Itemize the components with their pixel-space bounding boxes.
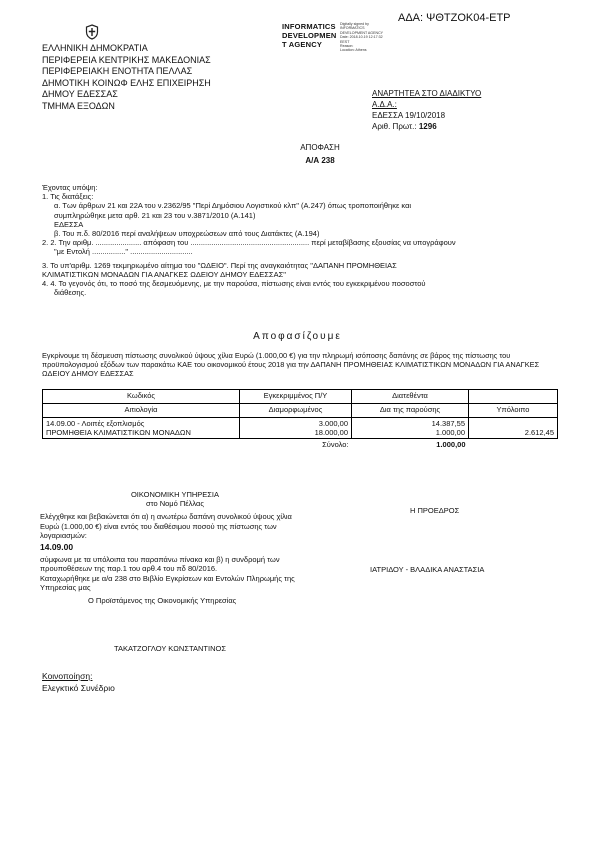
stamp-detail: Digitally signed by [340, 22, 369, 26]
stamp-detail: Location: Athens [340, 48, 367, 53]
consideration-subitem: συμπληρώθηκε μετα αρθ. 21 και 23 του ν.3871/2010 (Α.141) [54, 210, 256, 220]
financial-head-name: ΤΑΚΑΤΖΟΓΛΟΥ ΚΩΝΣΤΑΝΤΙΝΟΣ [114, 644, 226, 653]
decision-title: ΑΠΟΦΑΣΗ [300, 143, 340, 152]
financial-paragraph: Ελέγχθηκε και βεβαιώνεται ότι α) η ανωτέρω δαπάνη συνολικού ύψους χίλια Ευρώ (1.000,00 €) είναι εντός του διαθέσιμου ποσού της πίστωσης των λογαριασμών: [40, 512, 292, 540]
decision-number: Α/Α 238 [305, 156, 335, 165]
table-header: Διατεθέντα [352, 390, 469, 404]
financial-title: ΟΙΚΟΝΟΜΙΚΗ ΥΠΗΡΕΣΙΑ [130, 490, 220, 499]
table-sum-row [43, 439, 558, 453]
table-header-row [43, 390, 558, 404]
stamp-line: DEVELOPMEN [282, 31, 337, 40]
table-cell-budget [240, 418, 352, 439]
table-header: Κωδικός [43, 390, 240, 404]
table-header: Διαμορφωμένος [240, 404, 352, 418]
notification-block [42, 670, 115, 694]
org-line: ΠΕΡΙΦΕΡΕΙΑΚΗ ΕΝΟΤΗΤΑ ΠΕΛΛΑΣ [42, 66, 193, 76]
stamp-detail: EEST [340, 39, 350, 44]
table-row [43, 418, 558, 439]
sum-value: 1.000,00 [436, 440, 466, 449]
digital-signature-stamp [282, 22, 337, 49]
budget-table [42, 389, 558, 452]
stamp-line: T AGENCY [282, 40, 323, 49]
posting-title: ΑΝΑΡΤΗΤΕΑ ΣΤΟ ΔΙΑΔΙΚΤΥΟ [372, 89, 482, 98]
stamp-detail: INFORMATICS [340, 26, 365, 31]
consideration-item: 3. Το υπ'αριθμ. 1269 τεκμηριωμένο αίτημα του "ΩΔΕΙΟ". Περί της αναγκαιότητας "ΔΑΠΑΝΗ ΠΡΟΜΗΘΕΙΑΣ [42, 260, 397, 270]
org-line: ΔΗΜΟΤΙΚΗ ΚΟΙΝΩΦ ΕΛΗΣ ΕΠΙΧΕΙΡΗΣΗ [42, 77, 211, 88]
account-description: ΠΡΟΜΗΘΕΙΑ ΚΛΙΜΑΤΙΣΤΙΚΩΝ ΜΟΝΑΔΩΝ [46, 428, 191, 437]
organization-block [42, 43, 211, 112]
digital-signature-details [340, 22, 383, 53]
notification-recipient: Ελεγκτικό Συνέδριο [42, 683, 115, 693]
account-code: 14.09.00 - Λοιπές εξοπλισμός [46, 419, 145, 428]
formed-amount: 18.000,00 [314, 428, 348, 437]
allocated-amount: 14.387,55 [431, 419, 465, 428]
protocol-number: Αριθ. Πρωτ.: 1296 [372, 122, 437, 131]
consideration-subitem: ΚΛΙΜΑΤΙΣΤΙΚΩΝ ΜΟΝΑΔΩΝ ΓΙΑ ΑΝΑΓΚΕΣ ΩΔΕΙΟΥ ΔΗΜΟΥ ΕΔΕΣΣΑΣ" [42, 269, 286, 279]
stamp-detail: DEVELOPMENT AGENCY [340, 30, 384, 35]
consideration-subitem: α. Των άρθρων 21 και 22Α του ν.2362/95 "Περί Δημόσιου Λογιστικού κλπ" (Α.247) όπως τροποποιήθηκε και [54, 201, 412, 211]
ada-code: ΑΔΑ: ΨΘΤΖΟΚ04-ΕΤΡ [398, 12, 511, 24]
consideration-subitem: διάθεσης. [54, 288, 87, 298]
consideration-subitem: β. Του π.δ. 80/2016 περί αναλήψεων υποχρεώσεων από τους Διατάκτες (Α.194) [54, 229, 320, 239]
financial-paragraph: Καταχωρήθηκε με α/α 238 στο Βιβλίο Εγκρίσεων και Εντολών Πληρωμής της Υπηρεσίας μας [40, 573, 295, 592]
table-header: Εγκεκριμμένος Π/Υ [240, 390, 352, 404]
greek-emblem-icon [85, 24, 99, 40]
table-header: Αιτιολογία [43, 404, 240, 418]
approved-amount: 3.000,00 [318, 419, 348, 428]
president-name: ΙΑΤΡΙΔΟΥ - ΒΛΑΔΙΚΑ ΑΝΑΣΤΑΣΙΑ [370, 565, 485, 574]
decision-heading: Αποφασίζουμε [253, 331, 342, 342]
sum-label: Σύνολο: [322, 440, 349, 449]
considerations [42, 183, 456, 297]
consideration-subitem: ΕΔΕΣΣΑ [54, 219, 84, 229]
considerations-intro: Έχοντας υπόψη: [42, 183, 98, 192]
notification-title: Κοινοποίηση: [42, 671, 93, 681]
approval-text: Εγκρίνουμε τη δέσμευση πίστωσης συνολικού ύψους χίλια Ευρώ (1.000,00 €) για την πληρωμή ισόποσης δαπάνης σε βάρος της πίστωσης του προϋπολογισμού εξόδων των παρακάτω ΚΑΕ του οικονομικού έτους 2018 για την ΔΑΠΑΝΗ ΠΡΟΜΗΘΕΙΑΣ ΚΛΙΜΑΤΙΣΤΙΚΩΝ ΜΟΝΑΔΩΝ ΓΙΑ ΑΝΑΓΚΕΣ ΩΔΕΙΟΥ ΔΗΜΟΥ ΕΔΕΣΣΑΣ [42, 351, 540, 379]
financial-paragraph: σύμφωνα με τα υπόλοιπα του παραπάνω πίνακα και β) η συνδρομή των προυποθέσεων της παρ.1 του αρθ.4 του πδ 80/2016. [40, 555, 280, 574]
stamp-line: INFORMATICS [282, 22, 336, 31]
table-cell-allocated [352, 418, 469, 439]
financial-account-code: 14.09.00 [40, 542, 74, 553]
consideration-item: 4. 4. Το γεγονός ότι, το ποσό της δεσμευόμενης, με την παρούσα, πίστωσης είναι εντός του εγκεκριμένου ποσοστού [42, 279, 426, 289]
ada-label: Α.Δ.Α.: [372, 100, 397, 109]
table-cell-account [43, 418, 240, 439]
place-date: ΕΔΕΣΣΑ 19/10/2018 [372, 111, 446, 120]
president-title: Η ΠΡΟΕΔΡΟΣ [410, 506, 460, 515]
current-amount: 1.000,00 [435, 428, 465, 437]
financial-head: Ο Προϊστάμενος της Οικονομικής Υπηρεσίας [88, 596, 237, 606]
consideration-item: 2. 2. Την αριθμ. ...................... απόφαση του ......................................................... περί μεταβίβασης εξουσίας να υπογράφουν [42, 238, 456, 248]
consideration-item: 1. Τις διατάξεις: [42, 192, 94, 202]
financial-subtitle: στο Νομό Πέλλας [145, 499, 204, 509]
org-line: ΤΜΗΜΑ ΕΞΟΔΩΝ [42, 100, 115, 111]
consideration-subitem: "με Εντολή ................" .............................. [54, 247, 193, 257]
posting-info [372, 88, 481, 132]
org-line: ΔΗΜΟΥ ΕΔΕΣΣΑΣ [42, 89, 118, 99]
table-header-row [43, 404, 558, 418]
stamp-detail: Date: 2018.10.19 12:17:32 [340, 35, 383, 40]
table-header [469, 390, 558, 404]
table-header: Υπόλοιπο [469, 404, 558, 418]
financial-service-block [40, 490, 310, 605]
org-line: ΠΕΡΙΦΕΡΕΙΑ ΚΕΝΤΡΙΚΗΣ ΜΑΚΕΔΟΝΙΑΣ [42, 54, 211, 65]
table-header: Δια της παρούσης [352, 404, 469, 418]
table-cell-remaining: 2.612,45 [469, 418, 558, 439]
org-line: ΕΛΛΗΝΙΚΗ ΔΗΜΟΚΡΑΤΙΑ [42, 43, 148, 53]
stamp-detail: Reason: [340, 44, 354, 49]
